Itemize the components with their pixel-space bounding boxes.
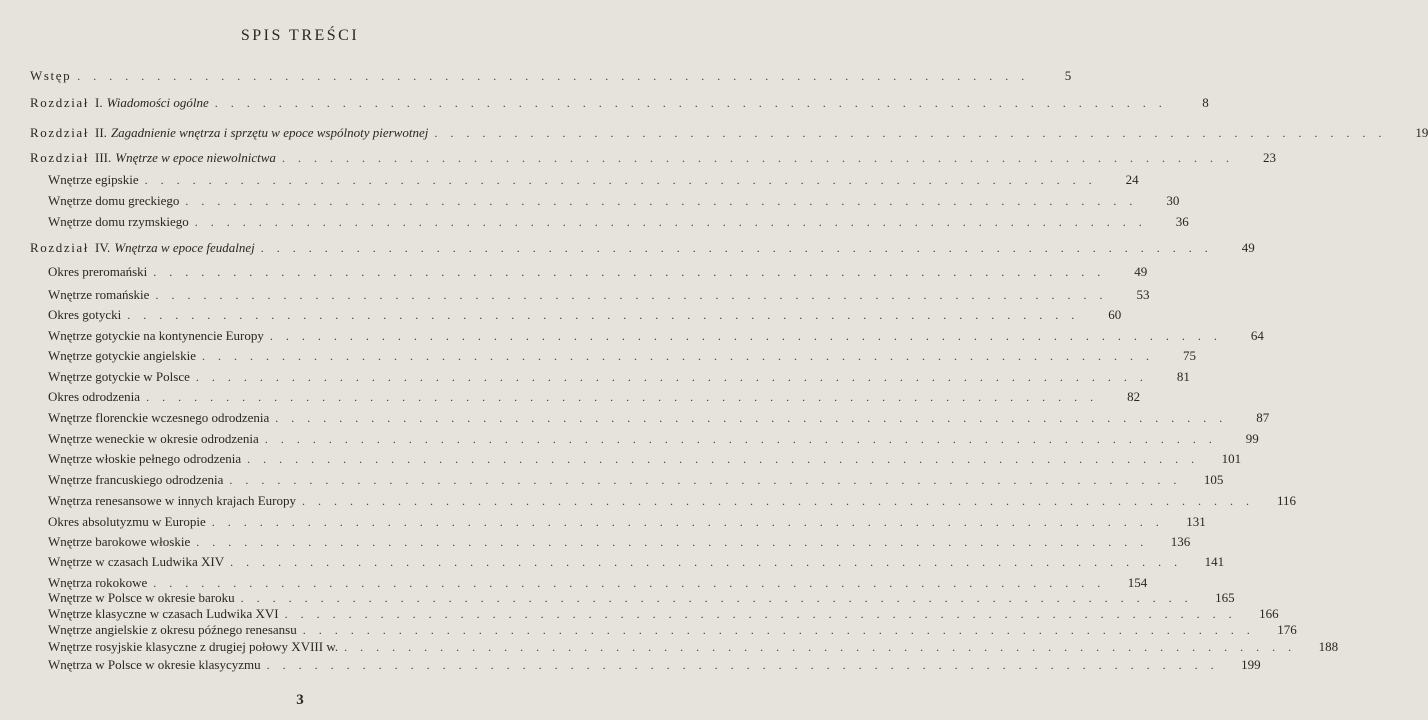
entry-page-number: 188 [1318, 639, 1339, 654]
chapter-number: II. [95, 125, 107, 140]
leader-dots: ............................................................ [302, 623, 1263, 637]
entry-label: Okres absolutyzmu w Europie [48, 514, 206, 529]
entry-page-number: 36 [1175, 214, 1189, 229]
entry-label: Wnętrze francuskiego odrodzenia [48, 472, 224, 487]
toc-section-entry [48, 348, 1196, 368]
toc-chapter-entry [30, 240, 1255, 260]
leader-dots: ............................................................ [196, 535, 1157, 549]
chapter-prefix: Rozdział [30, 125, 90, 140]
entry-page-number: 87 [1256, 410, 1270, 425]
leader-dots: ............................................................ [77, 69, 1038, 83]
entry-page-number: 165 [1215, 590, 1235, 605]
entry-page-number: 105 [1203, 472, 1224, 487]
entry-label: Okres odrodzenia [48, 389, 141, 404]
toc-section-entry [48, 431, 1259, 451]
entry-page-number: 199 [1241, 657, 1261, 672]
toc-section-entry [48, 287, 1150, 307]
leader-dots: ............................................................ [284, 607, 1245, 621]
entry-label: Wnętrze florenckie wczesnego odrodzenia [48, 410, 270, 425]
entry-page-number: 82 [1127, 389, 1141, 404]
entry-label: Wnętrze włoskie pełnego odrodzenia [48, 451, 242, 466]
entry-page-number: 53 [1136, 287, 1150, 302]
entry-label: Okres preromański [48, 264, 148, 279]
entry-page-number: 141 [1204, 554, 1225, 569]
toc-section-entry [48, 554, 1225, 574]
toc-section-entry [48, 514, 1206, 534]
leader-dots: ............................................................ [266, 658, 1227, 672]
toc-section-entry [48, 172, 1139, 192]
entry-label [30, 125, 428, 141]
page-title: SPIS TREŚCI [240, 27, 360, 44]
leader-dots: ............................................................ [194, 215, 1155, 229]
entry-page-number: 23 [1262, 150, 1276, 165]
leader-dots: ............................................................ [229, 473, 1190, 487]
entry-label: Wnętrze klasyczne w czasach Ludwika XVI [48, 606, 279, 621]
toc-section-entry [48, 451, 1242, 471]
leader-dots: ............................................................ [275, 411, 1236, 425]
leader-dots: ............................................................ [144, 173, 1105, 187]
entry-page-number: 8 [1202, 95, 1209, 110]
entry-label: Wnętrze weneckie w okresie odrodzenia [48, 431, 259, 446]
leader-dots: ............................................................ [155, 288, 1116, 302]
toc-section-entry [48, 214, 1189, 234]
entry-page-number: 81 [1176, 369, 1190, 384]
toc-section-entry [48, 307, 1122, 327]
toc-section-entry [48, 328, 1264, 348]
chapter-prefix: Rozdział [30, 95, 90, 110]
toc-section-entry [48, 410, 1270, 430]
entry-page-number: 30 [1166, 193, 1180, 208]
entry-page-number: 49 [1241, 240, 1255, 255]
chapter-number: I. [95, 95, 103, 110]
toc-section-entry [48, 639, 1339, 659]
entry-label: Wnętrze angielskie z okresu późnego renesansu [48, 622, 297, 637]
entry-page-number: 166 [1259, 606, 1279, 621]
leader-dots: ............................................................ [240, 591, 1201, 605]
toc-chapter-entry [30, 125, 1428, 145]
entry-page-number: 99 [1245, 431, 1259, 446]
entry-page-number: 60 [1108, 307, 1122, 322]
toc-chapter-entry [30, 68, 1072, 88]
entry-page-number: 24 [1125, 172, 1139, 187]
entry-label: Wnętrze gotyckie na kontynencie Europy [48, 328, 264, 343]
entry-page-number: 154 [1127, 575, 1148, 590]
entry-label [30, 240, 255, 256]
leader-dots: ............................................................ [434, 126, 1395, 140]
leader-dots: ............................................................ [146, 390, 1107, 404]
toc-section-entry [48, 493, 1296, 513]
leader-dots: ............................................................ [185, 194, 1146, 208]
chapter-title: Wnętrza w epoce feudalnej [114, 240, 255, 255]
entry-label: Wnętrze gotyckie angielskie [48, 348, 196, 363]
leader-dots: ............................................................ [264, 432, 1225, 446]
leader-dots: ............................................................ [127, 308, 1088, 322]
toc-section-entry [48, 264, 1148, 284]
toc-section-entry [48, 193, 1180, 213]
entry-page-number: 49 [1134, 264, 1148, 279]
entry-label: Okres gotycki [48, 307, 122, 322]
entry-page-number: 19 [1415, 125, 1428, 140]
entry-label: Wstęp [30, 68, 72, 83]
leader-dots: ............................................................ [202, 349, 1162, 363]
entry-label: Wnętrze egipskie [48, 172, 139, 187]
entry-label: Wnętrze barokowe włoskie [48, 534, 191, 549]
chapter-title: Wnętrze w epoce niewolnictwa [115, 150, 276, 165]
entry-page-number: 75 [1183, 348, 1196, 363]
leader-dots: ............................................................ [281, 151, 1242, 165]
entry-label: Wnętrza w Polsce w okresie klasycyzmu [48, 657, 261, 672]
chapter-prefix: Rozdział [30, 240, 90, 255]
leader-dots: ............................................................ [344, 640, 1305, 654]
toc-section-entry [48, 389, 1141, 409]
entry-label [30, 95, 209, 111]
entry-label: Wnętrza rokokowe [48, 575, 148, 590]
entry-label: Wnętrza renesansowe w innych krajach Europy [48, 493, 296, 508]
entry-label [30, 150, 276, 166]
entry-label: Wnętrze domu rzymskiego [48, 214, 189, 229]
entry-page-number: 5 [1064, 68, 1072, 83]
chapter-prefix: Rozdział [30, 150, 90, 165]
entry-label: Wnętrze romańskie [48, 287, 150, 302]
leader-dots: ............................................................ [211, 515, 1172, 529]
toc-section-entry [48, 657, 1261, 677]
leader-dots: ............................................................ [195, 370, 1156, 384]
entry-page-number: 64 [1250, 328, 1264, 343]
chapter-title: Zagadnienie wnętrza i sprzętu w epoce wspólnoty pierwotnej [110, 125, 429, 140]
leader-dots: ............................................................ [214, 96, 1175, 110]
leader-dots: ............................................................ [153, 576, 1114, 590]
chapter-number: IV. [95, 240, 111, 255]
page-number: 3 [296, 692, 304, 708]
chapter-title: Wiadomości ogólne [106, 95, 209, 110]
entry-label: Wnętrze gotyckie w Polsce [48, 369, 190, 384]
leader-dots: ............................................................ [153, 265, 1114, 279]
toc-chapter-entry [30, 150, 1276, 170]
entry-page-number: 131 [1186, 514, 1206, 529]
leader-dots: ............................................................ [269, 329, 1230, 343]
toc-section-entry [48, 472, 1224, 492]
leader-dots: ............................................................ [230, 555, 1191, 569]
entry-label: Wnętrze domu greckiego [48, 193, 180, 208]
entry-page-number: 116 [1276, 493, 1296, 508]
entry-label: Wnętrze w Polsce w okresie baroku [48, 590, 235, 605]
leader-dots: ............................................................ [260, 241, 1221, 255]
leader-dots: ............................................................ [301, 494, 1262, 508]
entry-label: Wnętrze w czasach Ludwika XIV [48, 554, 225, 569]
entry-page-number: 176 [1277, 622, 1297, 637]
leader-dots: ............................................................ [247, 452, 1208, 466]
toc-section-entry [48, 369, 1190, 389]
entry-page-number: 101 [1221, 451, 1242, 466]
entry-page-number: 136 [1170, 534, 1191, 549]
entry-label: Wnętrze rosyjskie klasyczne z drugiej połowy XVIII w. [48, 639, 339, 654]
toc-section-entry [48, 534, 1191, 554]
chapter-number: III. [95, 150, 112, 165]
toc-chapter-entry [30, 95, 1209, 115]
